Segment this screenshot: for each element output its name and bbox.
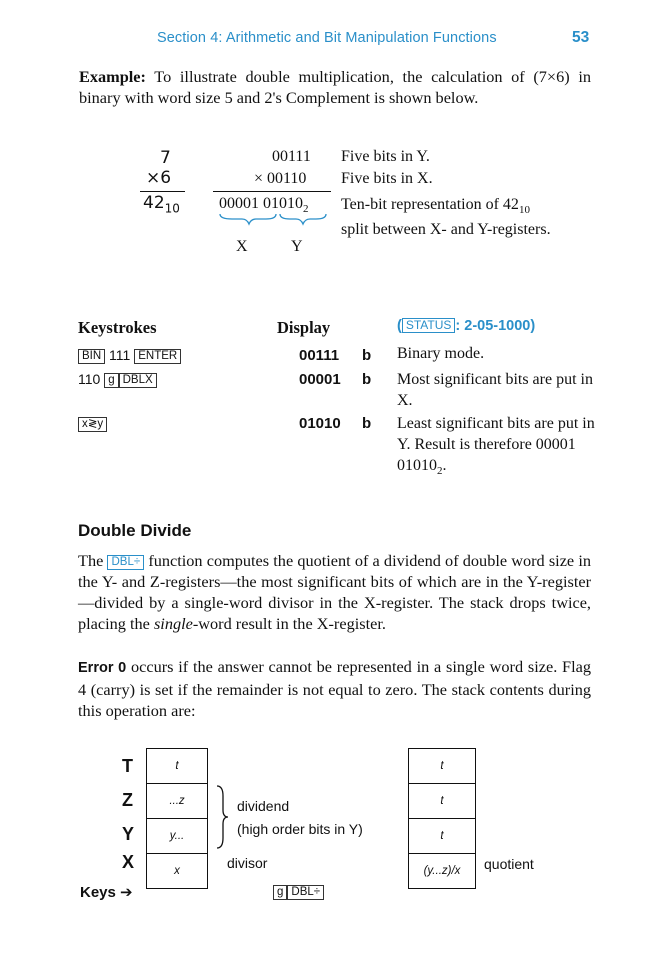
- example-paragraph: [79, 66, 591, 108]
- note-result: [341, 195, 601, 240]
- register-y-label: Y: [291, 238, 303, 255]
- note-x: Five bits in X.: [341, 170, 433, 187]
- page-number: 53: [572, 29, 590, 46]
- stack-before: [146, 748, 208, 889]
- key-dbl-divide: DBL÷: [107, 555, 144, 570]
- row2-display: 00001: [299, 371, 341, 388]
- arrow-right-icon: ➔: [120, 884, 133, 901]
- dividend-label: dividend: [237, 798, 290, 814]
- stack-before-y: y...: [147, 819, 207, 854]
- row1-digits: 111: [105, 347, 135, 363]
- note-result-text-2: split between X- and Y-registers.: [341, 221, 551, 239]
- stack-before-x: x: [174, 865, 180, 877]
- example-text: To illustrate double multiplication, the calculation of (7×6) in binary with word size 5 and 2's Complement is shown below.: [79, 67, 591, 107]
- stack-after: [408, 748, 476, 889]
- p1-end: -word result in the X-register.: [192, 614, 386, 633]
- bin-operand-b: × 00110: [254, 170, 307, 187]
- bin-result-lo: 01010: [263, 195, 303, 212]
- hand-rule: [140, 191, 185, 192]
- keys-row: [80, 883, 133, 901]
- stack-before-z: ...z: [147, 784, 207, 819]
- row3-suffix: b: [362, 415, 372, 432]
- bin-rule: [213, 191, 331, 192]
- quotient-label: quotient: [484, 856, 534, 872]
- col-keystrokes: Keystrokes: [78, 318, 157, 337]
- stack-after-x: (y...z)/x: [423, 865, 461, 877]
- status-key: STATUS: [402, 318, 456, 333]
- stack-after-t: t: [409, 749, 475, 784]
- row3-desc-end: .: [442, 457, 447, 474]
- brace-y: [280, 214, 326, 224]
- status-value: : 2-05-1000): [455, 318, 536, 334]
- key-g: g: [104, 373, 118, 388]
- row1-keys: [78, 347, 181, 364]
- bin-result-base: 2: [303, 203, 309, 216]
- error-text: occurs if the answer cannot be represented in a single word size. Flag 4 (carry) is set if the remainder is not equal to zero. The stack contents during this operation are:: [78, 657, 591, 720]
- stack-label-x: X: [122, 852, 135, 872]
- row2-digits: 110: [78, 371, 105, 387]
- hand-operand-a: 7: [160, 148, 171, 168]
- keys-label: Keys: [80, 884, 116, 901]
- hand-result: [143, 193, 180, 215]
- row3-desc-text: Least significant bits are put in Y. Result is therefore 00001 01010: [397, 415, 595, 474]
- col-display: Display: [277, 318, 331, 337]
- hand-operand-b: ×6: [146, 168, 172, 188]
- error-paragraph: [78, 656, 591, 721]
- p1-pre: The: [78, 551, 104, 570]
- diagram-key-g: g: [273, 885, 287, 900]
- p1-emphasis: single: [153, 614, 193, 633]
- double-divide-paragraph: [78, 550, 591, 634]
- key-dblx: DBLX: [119, 373, 157, 388]
- stack-label-t: T: [122, 756, 133, 776]
- bin-operand-a: 00111: [272, 148, 311, 165]
- note-result-text: Ten-bit representation of 42: [341, 196, 519, 213]
- row3-display: 01010: [299, 415, 341, 432]
- row1-desc: Binary mode.: [397, 345, 485, 362]
- p1-text: function computes the quotient of a dividend of double word size in the Y- and Z-registers—the most significant bits of which are in the Y-register—divided by a single-word divisor in the X-register. The stack drops twice, placing the: [78, 551, 591, 633]
- example-label: Example:: [79, 67, 146, 86]
- stack-after-z: t: [409, 784, 475, 819]
- bin-result-hi: 00001: [219, 195, 259, 212]
- stack-after-y: t: [409, 819, 475, 854]
- row1-display: 00111: [299, 347, 340, 364]
- hand-result-base: 10: [164, 201, 180, 216]
- key-bin: BIN: [78, 349, 105, 364]
- diagram-keys: [273, 883, 324, 900]
- row2-keys: [78, 371, 157, 388]
- diagram-key-dbl-divide: DBL÷: [287, 885, 324, 900]
- stack-label-z: Z: [122, 790, 133, 810]
- note-result-base: 10: [518, 204, 530, 217]
- key-enter: ENTER: [134, 349, 181, 364]
- row2-desc: Most significant bits are put in X.: [397, 371, 593, 409]
- register-x-label: X: [236, 238, 248, 255]
- dividend-note: (high order bits in Y): [237, 821, 363, 837]
- divisor-label: divisor: [227, 855, 268, 871]
- brace-x: [220, 214, 276, 224]
- key-xy-swap: x≷y: [78, 417, 107, 432]
- error-code: Error 0: [78, 660, 127, 676]
- row3-keys: [78, 415, 107, 432]
- row2-suffix: b: [362, 371, 372, 388]
- row3-desc: [397, 413, 597, 482]
- row1-suffix: b: [362, 347, 372, 364]
- row3-desc-base: 2: [437, 465, 443, 478]
- register-braces: [218, 212, 330, 226]
- running-header: Section 4: Arithmetic and Bit Manipulation Functions: [157, 30, 497, 46]
- hand-result-value: 42: [143, 193, 165, 213]
- section-heading: Double Divide: [78, 521, 192, 540]
- dividend-brace: [214, 784, 230, 850]
- status-header: [397, 318, 535, 334]
- stack-label-y: Y: [122, 824, 135, 844]
- stack-before-t: t: [147, 749, 207, 784]
- status-paren: (: [397, 318, 402, 334]
- note-y: Five bits in Y.: [341, 148, 430, 165]
